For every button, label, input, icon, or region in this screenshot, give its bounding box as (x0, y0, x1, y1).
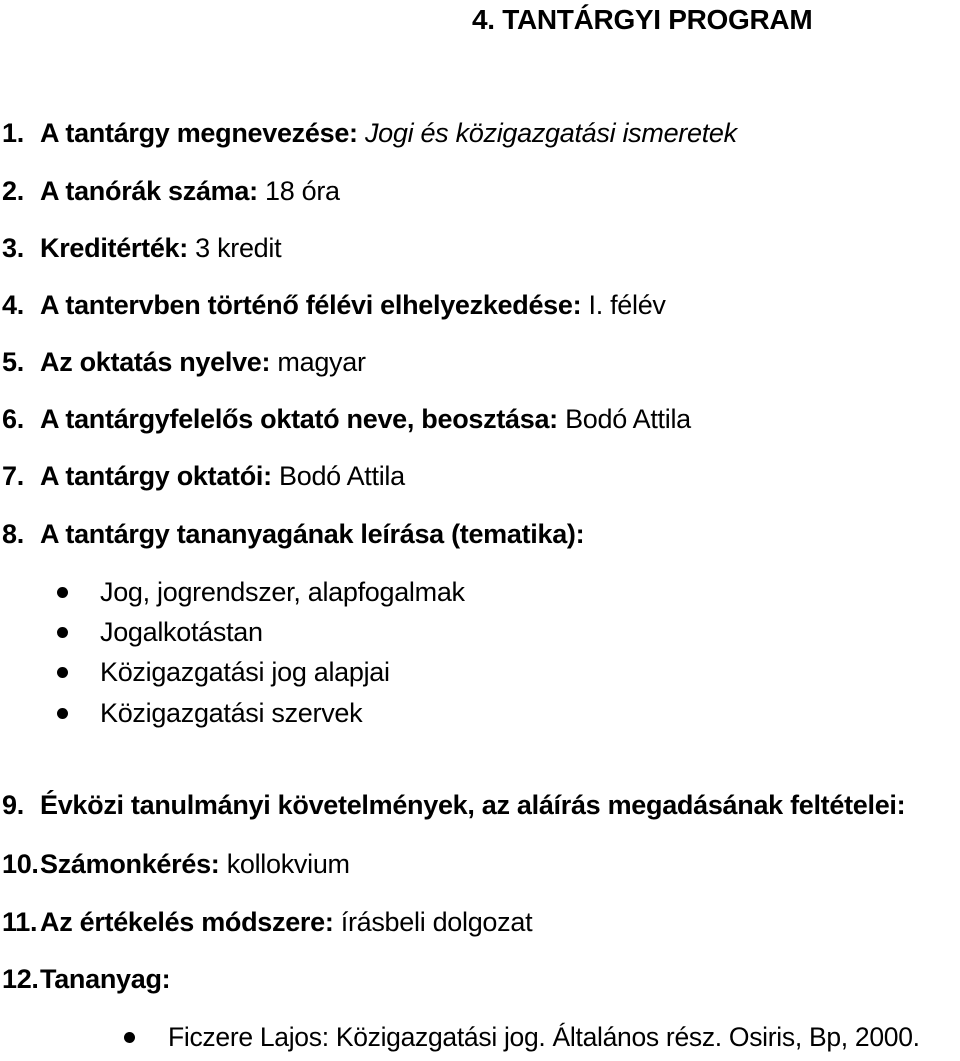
item-subject-name (0, 116, 737, 150)
item-value: magyar (277, 347, 366, 377)
bullet-icon (57, 667, 68, 678)
item-value: írásbeli dolgozat (340, 907, 533, 937)
item-label: A tantárgyfelelős oktató neve, beosztása: (40, 404, 558, 434)
item-number: 3. (2, 233, 24, 263)
item-label: A tantárgy oktatói: (40, 461, 272, 491)
item-responsible-lecturer (0, 402, 691, 436)
item-value: Bodó Attila (565, 404, 691, 434)
item-assessment (0, 847, 350, 881)
item-evaluation-method (0, 905, 532, 939)
reference-item: Ficzere Lajos: Közigazgatási jog. Általános rész. Osiris, Bp, 2000. (168, 1022, 920, 1052)
bullet-icon (124, 1032, 135, 1043)
item-value: 3 kredit (195, 233, 282, 263)
item-number: 9. (2, 790, 24, 820)
item-lecturers (0, 459, 405, 493)
item-course-material (0, 962, 170, 996)
item-semester-requirements (0, 788, 905, 822)
item-value: 18 óra (264, 176, 340, 206)
bullet-icon (57, 708, 68, 719)
topic-item: Közigazgatási szervek (100, 698, 363, 728)
item-label: A tantárgy tananyagának leírása (tematika): (40, 519, 585, 549)
item-number: 2. (2, 176, 24, 206)
item-label: A tantárgy megnevezése: (40, 118, 358, 148)
item-label: Évközi tanulmányi követelmények, az aláírás megadásának feltételei: (40, 790, 906, 820)
item-number: 5. (2, 347, 24, 377)
section-heading: 4. TANTÁRGYI PROGRAM (472, 4, 813, 35)
item-value: I. félév (588, 290, 666, 320)
item-label: Az oktatás nyelve: (40, 347, 271, 377)
topic-item: Jogalkotástan (100, 617, 263, 647)
item-number: 10. (2, 849, 39, 879)
item-syllabus-description (0, 517, 584, 551)
item-value: Jogi és közigazgatási ismeretek (364, 118, 737, 148)
item-language (0, 345, 366, 379)
item-credit-value (0, 231, 281, 265)
topic-item: Jog, jogrendszer, alapfogalmak (100, 577, 465, 607)
item-label: A tanórák száma: (40, 176, 258, 206)
bullet-icon (57, 627, 68, 638)
item-number: 11. (2, 907, 38, 937)
bullet-icon (57, 587, 68, 598)
item-number: 12. (2, 964, 39, 994)
item-value: Bodó Attila (279, 461, 405, 491)
item-number: 4. (2, 290, 24, 320)
item-label: Tananyag: (40, 964, 171, 994)
item-label: Számonkérés: (40, 849, 220, 879)
item-lesson-count (0, 174, 340, 208)
item-semester-placement (0, 288, 666, 322)
item-label: Kreditérték: (40, 233, 188, 263)
item-value: kollokvium (226, 849, 350, 879)
item-label: A tantervben történő félévi elhelyezkedése: (40, 290, 582, 320)
item-number: 1. (2, 118, 24, 148)
item-number: 8. (2, 519, 24, 549)
topic-item: Közigazgatási jog alapjai (100, 657, 390, 687)
item-number: 7. (2, 461, 24, 491)
item-label: Az értékelés módszere: (40, 907, 334, 937)
item-number: 6. (2, 404, 24, 434)
